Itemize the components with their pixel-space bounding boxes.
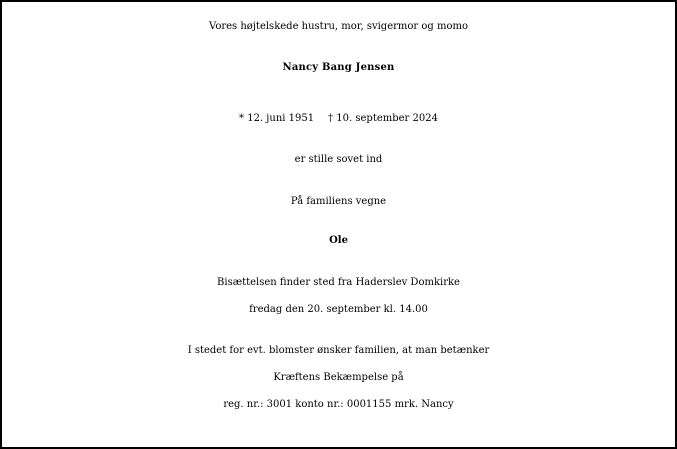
family-behalf-text: På familiens vegne [290, 196, 387, 207]
deceased-name: Nancy Bang Jensen [282, 62, 395, 73]
funeral-location: Bisættelsen finder sted fra Haderslev Domkirke [217, 277, 460, 288]
signer-name: Ole [329, 235, 348, 246]
funeral-time: fredag den 20. september kl. 14.00 [249, 304, 428, 315]
birth-date: * 12. juni 1951 [239, 113, 315, 124]
donation-account: reg. nr.: 3001 konto nr.: 0001155 mrk. Nancy [223, 399, 454, 410]
donation-organization: Kræftens Bekæmpelse på [273, 372, 404, 383]
intro-text: Vores højtelskede hustru, mor, svigermor og momo [209, 21, 468, 32]
life-dates [2, 114, 675, 124]
death-date: † 10. september 2024 [328, 113, 438, 124]
passing-text: er stille sovet ind [294, 154, 383, 165]
donation-request: I stedet for evt. blomster ønsker familien, at man betænker [187, 345, 490, 356]
